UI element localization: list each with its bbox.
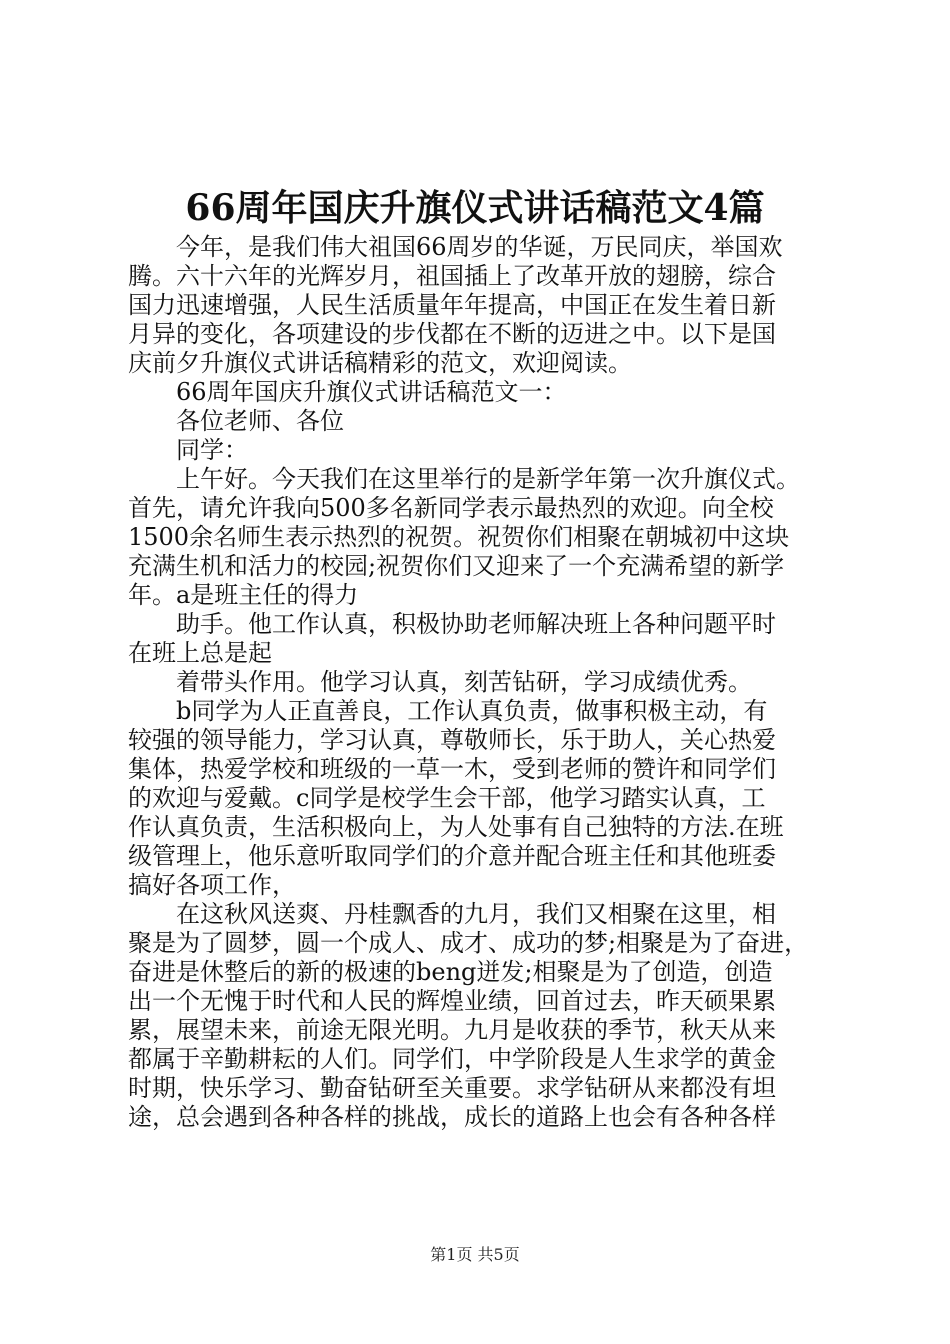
text-line: 奋进是休整后的新的极速的beng迸发;相聚是为了创造，创造	[128, 958, 773, 986]
text-line: 着带头作用。他学习认真，刻苦钻研，学习成绩优秀。	[176, 668, 752, 696]
text-line: 66周年国庆升旗仪式讲话稿范文一：	[176, 378, 567, 406]
text-line: 月异的变化，各项建设的步伐都在不断的迈进之中。以下是国	[128, 320, 776, 348]
text-line: 聚是为了圆梦，圆一个成人、成才、成功的梦;相聚是为了奋进，	[128, 929, 809, 957]
document-title: 66周年国庆升旗仪式讲话稿范文4篇	[185, 187, 765, 229]
text-line: 出一个无愧于时代和人民的辉煌业绩，回首过去，昨天硕果累	[128, 987, 776, 1015]
text-line: 首先，请允许我向500多名新同学表示最热烈的欢迎。向全校	[128, 494, 774, 522]
text-line: 上午好。今天我们在这里举行的是新学年第一次升旗仪式。	[176, 465, 800, 493]
page-footer: 第1页 共5页	[430, 1245, 520, 1264]
text-line: 集体，热爱学校和班级的一草一木，受到老师的赞许和同学们	[128, 755, 776, 783]
text-line: 年。a是班主任的得力	[128, 581, 359, 609]
text-line: 都属于辛勤耕耘的人们。同学们，中学阶段是人生求学的黄金	[128, 1045, 776, 1073]
text-line: 充满生机和活力的校园;祝贺你们又迎来了一个充满希望的新学	[128, 552, 785, 580]
text-line: 在这秋风送爽、丹桂飘香的九月，我们又相聚在这里，相	[176, 900, 776, 928]
document-body	[128, 233, 832, 1132]
text-line: 搞好各项工作，	[128, 871, 296, 899]
text-line: 今年，是我们伟大祖国66周岁的华诞，万民同庆，举国欢	[176, 233, 783, 261]
text-line: 助手。他工作认真，积极协助老师解决班上各种问题平时	[176, 610, 776, 638]
text-line: 的欢迎与爱戴。c同学是校学生会干部，他学习踏实认真，工	[128, 784, 766, 812]
text-line: 累，展望未来，前途无限光明。九月是收获的季节，秋天从来	[128, 1016, 776, 1044]
text-line: 作认真负责，生活积极向上，为人处事有自己独特的方法.在班	[128, 813, 784, 841]
text-line: 途，总会遇到各种各样的挑战，成长的道路上也会有各种各样	[128, 1103, 776, 1131]
text-line: b同学为人正直善良，工作认真负责，做事积极主动，有	[176, 697, 768, 725]
text-line: 各位老师、各位	[176, 407, 344, 435]
text-line: 同学：	[176, 436, 248, 464]
text-line: 国力迅速增强，人民生活质量年年提高，中国正在发生着日新	[128, 291, 776, 319]
text-line: 较强的领导能力，学习认真，尊敬师长，乐于助人，关心热爱	[128, 726, 776, 754]
text-line: 1500余名师生表示热烈的祝贺。祝贺你们相聚在朝城初中这块	[128, 523, 790, 551]
text-line: 在班上总是起	[128, 639, 272, 667]
text-line: 级管理上，他乐意听取同学们的介意并配合班主任和其他班委	[128, 842, 776, 870]
text-line: 庆前夕升旗仪式讲话稿精彩的范文，欢迎阅读。	[128, 349, 632, 377]
text-line: 腾。六十六年的光辉岁月，祖国插上了改革开放的翅膀，综合	[128, 262, 776, 290]
text-line: 时期，快乐学习、勤奋钻研至关重要。求学钻研从来都没有坦	[128, 1074, 776, 1102]
